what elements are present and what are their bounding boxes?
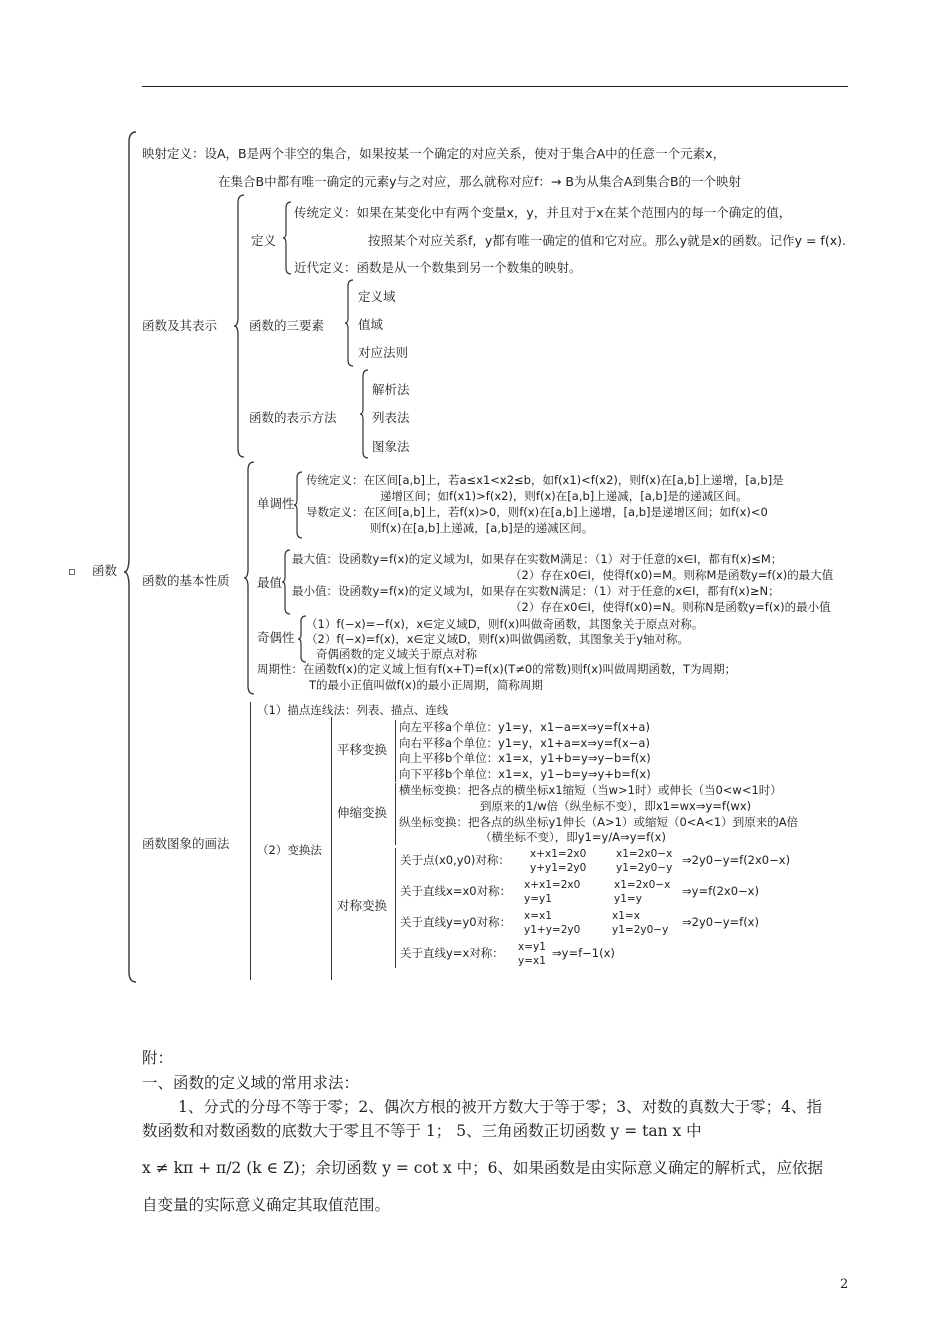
mono-derivative-line2: 则f(x)在[a,b]上递减，[a,b]是的递减区间。 — [370, 521, 594, 535]
root-label: 函数 — [92, 563, 118, 578]
sym-hline-sys-a2: y1+y=2y0 — [524, 924, 581, 936]
symmetry-brace — [395, 848, 396, 968]
scale-vertical-line1: 纵坐标变换：把各点的纵坐标y1伸长（A>1）或缩短（0<A<1）到原来的A倍 — [399, 815, 799, 829]
root-bullet: ▫ — [68, 564, 76, 578]
sym-hline-sys-b2: y1=2y0−y — [612, 924, 669, 936]
sym-hline-sys-b1: x1=x — [612, 910, 640, 922]
periodicity-line1: 周期性：在函数f(x)的定义域上恒有f(x+T)=f(x)(T≠0的常数)则f(x)叫做周期函数，T为周期； — [257, 662, 737, 676]
appendix-line1: 1、分式的分母不等于零；2、偶次方根的被开方数大于等于零；3、对数的真数大于零；4、指 — [178, 1098, 822, 1116]
plotting-method: （1）描点连线法：列表、描点、连线 — [257, 703, 449, 717]
representation-brace — [234, 195, 246, 457]
appendix-line3: x ≠ kπ + π/2 (k ∈ Z)；余切函数 y = cot x 中；6、如果函数是由实际意义确定的解析式，应依据 — [142, 1159, 824, 1177]
page-number: 2 — [840, 1277, 849, 1292]
element-range: 值域 — [358, 317, 384, 332]
definition-brace — [283, 202, 293, 274]
sym-point-prefix: 关于点(x0,y0)对称： — [400, 853, 510, 867]
sym-hline-sys-a1: x=x1 — [524, 910, 552, 922]
representation-methods-label: 函数的表示方法 — [249, 410, 337, 425]
section-representation: 函数及其表示 — [142, 318, 218, 333]
element-domain: 定义域 — [358, 289, 396, 304]
shift-up: 向上平移b个单位：x1=x，y1+b=y⇒y−b=f(x) — [399, 751, 651, 765]
element-rule: 对应法则 — [358, 345, 409, 360]
sym-vline-prefix: 关于直线x=x0对称： — [400, 884, 512, 898]
sym-vline-sys-a2: y=y1 — [524, 893, 552, 905]
graph-brace — [250, 702, 251, 980]
mono-derivative-line1: 导数定义：在区间[a,b]上，若f(x)>0，则f(x)在[a,b]上递增，[a,b]是递增区间；如f(x)<0 — [306, 505, 768, 519]
sym-point-sys-a2: y+y1=2y0 — [530, 862, 587, 874]
monotonicity-brace — [294, 472, 304, 538]
appendix-line2: 数函数和对数函数的底数大于零且不等于 1； 5、三角函数正切函数 y = tan x 中 — [142, 1122, 702, 1140]
three-elements-brace — [345, 280, 355, 366]
parity-label: 奇偶性 — [257, 630, 295, 645]
section-graph-methods: 函数图象的画法 — [142, 836, 230, 851]
mapping-def-line2: 在集合B中都有唯一确定的元素y与之对应，那么就称对应f：→ B为从集合A到集合B的一个映射 — [218, 174, 742, 189]
scale-vertical-line2: （横坐标不变），即y1=y/A⇒y=f(x) — [480, 830, 666, 844]
min-line1: 最小值：设函数y=f(x)的定义域为I，如果存在实数N满足：（1）对于任意的x∈I，都有f(x)≥N； — [292, 584, 780, 598]
scale-brace — [395, 783, 396, 845]
extremum-brace — [282, 550, 292, 614]
min-line2: （2）存在x0∈I，使得f(x0)=N。则称N是函数y=f(x)的最小值 — [510, 600, 831, 614]
traditional-def-line2: 按照某个对应关系f，y都有唯一确定的值和它对应。那么y就是x的函数。记作y = f(x). — [368, 233, 846, 248]
sym-point-sys-b1: x1=2x0−x — [616, 848, 673, 860]
appendix-heading: 一、函数的定义域的常用求法： — [142, 1074, 360, 1092]
sym-vline-result: ⇒y=f(2x0−x) — [682, 884, 759, 898]
three-elements-label: 函数的三要素 — [249, 318, 325, 333]
sym-vline-sys-a1: x+x1=2x0 — [524, 879, 581, 891]
section-properties: 函数的基本性质 — [142, 573, 230, 588]
method-table: 列表法 — [372, 410, 410, 425]
sym-hline-result: ⇒2y0−y=f(x) — [682, 915, 759, 929]
mono-traditional-line1: 传统定义：在区间[a,b]上，若a≤x1<x2≤b，如f(x1)<f(x2)，则f(x)在[a,b]上递增，[a,b]是 — [306, 473, 784, 487]
sym-point-result: ⇒2y0−y=f(2x0−x) — [682, 853, 791, 867]
symmetry-transform-label: 对称变换 — [337, 898, 388, 913]
sym-vline-sys-b1: x1=2x0−x — [614, 879, 671, 891]
scale-horizontal-line1: 横坐标变换：把各点的横坐标x1缩短（当w>1时）或伸长（当0<w<1时） — [399, 783, 782, 797]
mono-traditional-line2: 递增区间；如f(x1)>f(x2)，则f(x)在[a,b]上递减，[a,b]是的递减区间。 — [380, 489, 748, 503]
periodicity-line2: T的最小正值叫做f(x)的最小正周期，简称周期 — [309, 678, 543, 692]
monotonicity-label: 单调性 — [257, 496, 295, 511]
sym-hline-prefix: 关于直线y=y0对称： — [400, 915, 512, 929]
parity-even: （2）f(−x)=f(x)，x∈定义域D，则f(x)叫做偶函数，其图象关于y轴对称。 — [306, 632, 690, 646]
modern-def: 近代定义：函数是从一个数集到另一个数集的映射。 — [294, 260, 582, 275]
shift-right: 向右平移a个单位：y1=y，x1+a=x⇒y=f(x−a) — [399, 736, 650, 750]
parity-odd: （1）f(−x)=−f(x)，x∈定义域D，则f(x)叫做奇函数，其图象关于原点对称。 — [306, 617, 704, 631]
method-analytic: 解析法 — [372, 382, 410, 397]
properties-brace — [244, 462, 256, 694]
transform-brace — [331, 717, 332, 980]
max-line1: 最大值：设函数y=f(x)的定义域为I，如果存在实数M满足：（1）对于任意的x∈I，都有f(x)≤M； — [292, 552, 783, 566]
method-graph: 图象法 — [372, 439, 410, 454]
sym-diagonal-sys-a2: y=x1 — [518, 955, 546, 967]
sym-point-sys-a1: x+x1=2x0 — [530, 848, 587, 860]
header-rule — [142, 86, 848, 87]
scale-transform-label: 伸缩变换 — [337, 805, 388, 820]
definition-label: 定义 — [251, 233, 277, 248]
transform-method: （2）变换法 — [257, 843, 322, 857]
shift-left: 向左平移a个单位：y1=y，x1−a=x⇒y=f(x+a) — [399, 720, 650, 734]
appendix-line4: 自变量的实际意义确定其取值范围。 — [142, 1196, 391, 1214]
sym-diagonal-prefix: 关于直线y=x对称： — [400, 946, 504, 960]
methods-brace — [360, 370, 370, 458]
sym-vline-sys-b2: y1=y — [614, 893, 642, 905]
shift-transform-label: 平移变换 — [337, 742, 388, 757]
max-line2: （2）存在x0∈I，使得f(x0)=M。则称M是函数y=f(x)的最大值 — [510, 568, 834, 582]
root-brace — [124, 132, 138, 982]
scale-horizontal-line2: 到原来的1/w倍（纵坐标不变），即x1=wx⇒y=f(wx) — [480, 799, 752, 813]
sym-diagonal-result: ⇒y=f−1(x) — [552, 946, 615, 960]
mapping-def-line1: 映射定义：设A，B是两个非空的集合，如果按某一个确定的对应关系，使对于集合A中的任意一个元素x， — [142, 146, 726, 161]
appendix-title: 附： — [142, 1049, 174, 1067]
traditional-def-line1: 传统定义：如果在某变化中有两个变量x，y，并且对于x在某个范围内的每一个确定的值， — [294, 205, 792, 220]
parity-domain-note: 奇偶函数的定义域关于原点对称 — [316, 647, 477, 661]
extremum-label: 最值 — [257, 575, 283, 590]
sym-diagonal-sys-a1: x=y1 — [518, 941, 546, 953]
shift-down: 向下平移b个单位：x1=x，y1−b=y⇒y+b=f(x) — [399, 767, 651, 781]
sym-point-sys-b2: y1=2y0−y — [616, 862, 673, 874]
shift-brace — [395, 720, 396, 782]
